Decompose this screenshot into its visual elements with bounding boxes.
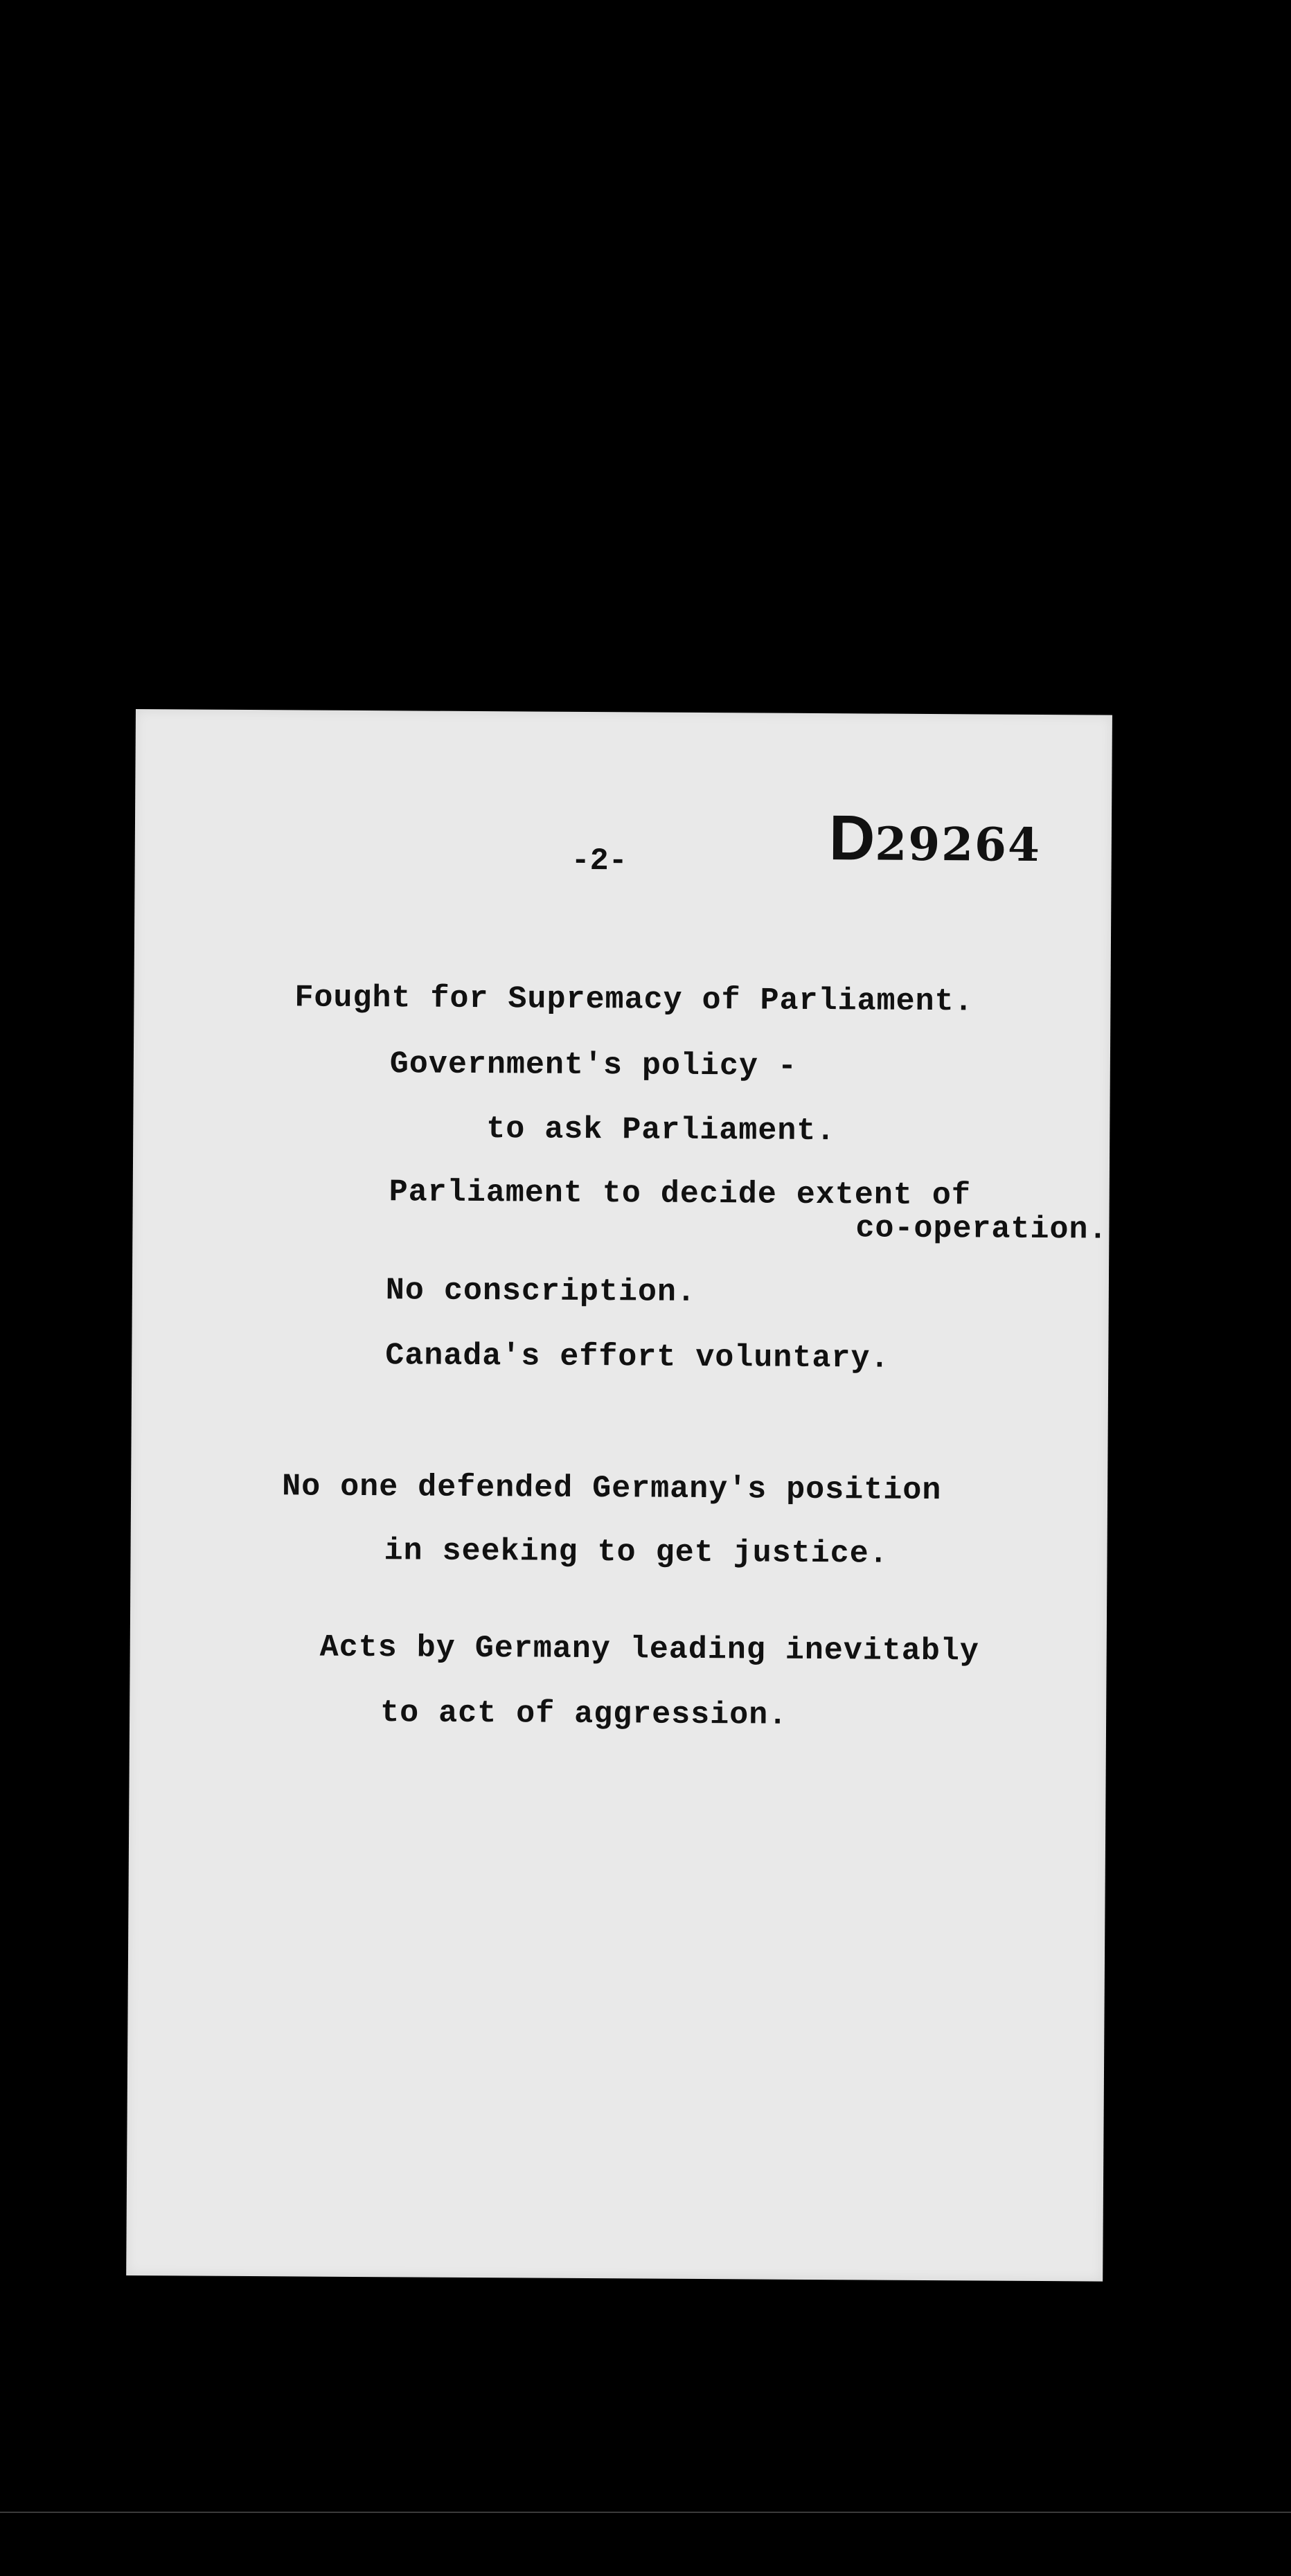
text-line-supremacy: Fought for Supremacy of Parliament. (294, 980, 974, 1020)
text-line-co-operation: co-operation. (855, 1210, 1108, 1248)
text-line-aggression: to act of aggression. (380, 1695, 788, 1733)
scan-edge-line (0, 2512, 1291, 2513)
text-line-conscription: No conscription. (385, 1273, 697, 1310)
text-line-germany-position: No one defended Germany's position (281, 1469, 942, 1509)
document-stamp (829, 802, 1042, 876)
stamp-letter: D (828, 803, 875, 874)
text-line-policy: Government's policy - (389, 1046, 798, 1084)
text-line-acts: Acts by Germany leading inevitably (319, 1629, 980, 1670)
text-line-ask-parliament: to ask Parliament. (486, 1111, 836, 1150)
page-number: -2- (571, 843, 627, 879)
text-line-justice: in seeking to get justice. (384, 1533, 889, 1572)
document-page (126, 709, 1112, 2282)
stamp-number: 29264 (875, 816, 1042, 872)
text-line-extent: Parliament to decide extent of (389, 1174, 972, 1214)
text-line-voluntary: Canada's effort voluntary. (385, 1338, 890, 1377)
